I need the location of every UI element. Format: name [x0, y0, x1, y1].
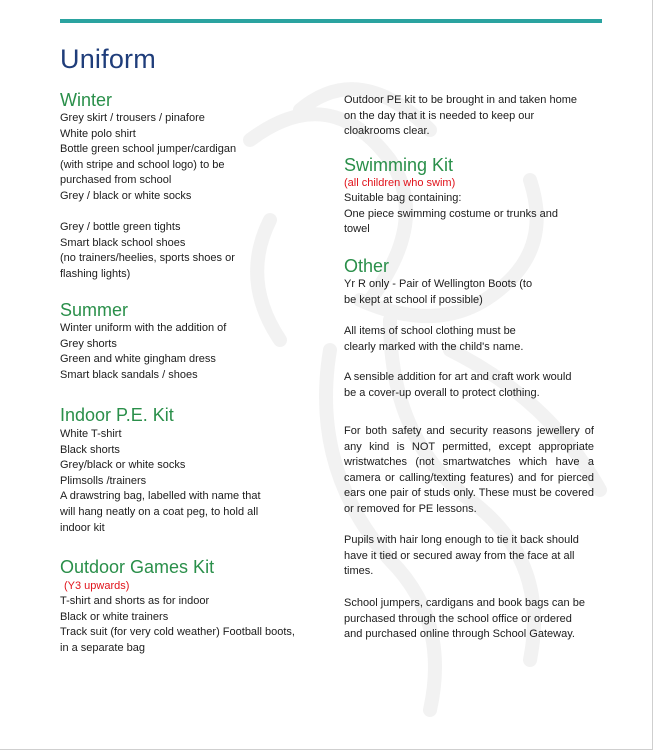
other-heading: Other	[344, 256, 390, 276]
list-item: clearly marked with the child's name.	[344, 340, 524, 353]
list-item: Black shorts	[60, 443, 120, 456]
winter-heading: Winter	[60, 90, 113, 110]
list-item: A sensible addition for art and craft work would	[344, 371, 572, 383]
list-item: Plimsolls /trainers	[60, 474, 147, 487]
winter-list-2	[60, 220, 235, 282]
summer-heading: Summer	[60, 300, 129, 320]
outdoor-games-heading: Outdoor Games Kit	[60, 557, 215, 577]
swimming-heading: Swimming Kit	[344, 155, 454, 175]
jewellery-paragraph: For both safety and security reasons jewellery of any kind is NOT permitted, except appropriate wristwatches (not smartwatches which have a camera or calling/texting features) and for pierced ears one pair of studs only. These must be covered or removed for PE lessons.	[344, 425, 594, 515]
summer-list	[60, 321, 226, 383]
list-item: All items of school clothing must be	[344, 325, 516, 337]
list-item: One piece swimming costume or trunks and	[344, 207, 558, 220]
list-item: Yr R only - Pair of Wellington Boots (to	[344, 278, 533, 290]
header-rule	[60, 19, 602, 23]
list-item: Grey / black or white socks	[60, 189, 192, 202]
list-item: Smart black school shoes	[60, 236, 186, 249]
winter-list	[60, 111, 236, 205]
other-list-3	[344, 370, 571, 401]
list-item: Smart black sandals / shoes	[60, 368, 198, 381]
indoor-pe-list	[60, 427, 261, 536]
swimming-note: (all children who swim)	[344, 177, 456, 189]
list-item: Suitable bag containing:	[344, 192, 462, 204]
hair-paragraph: Pupils with hair long enough to tie it back should have it tied or secured away from the face at all times.	[344, 534, 579, 578]
list-item: Grey skirt / trousers / pinafore	[60, 112, 205, 124]
other-list-1	[344, 277, 532, 308]
list-item: Track suit (for very cold weather) Football boots,	[60, 626, 295, 639]
list-item: flashing lights)	[60, 267, 131, 280]
list-item: Green and white gingham dress	[60, 353, 216, 366]
list-item: purchased from school	[60, 174, 172, 187]
list-item: be kept at school if possible)	[344, 293, 483, 306]
list-item: on the day that it is needed to keep our	[344, 109, 535, 122]
list-item: Grey/black or white socks	[60, 459, 186, 472]
list-item: Bottle green school jumper/cardigan	[60, 143, 237, 156]
outdoor-pe-note	[344, 93, 577, 140]
list-item: Outdoor PE kit to be brought in and taken home	[344, 94, 577, 106]
outdoor-games-note: (Y3 upwards)	[64, 580, 130, 592]
list-item: cloakrooms clear.	[344, 125, 430, 138]
list-item: in a separate bag	[60, 641, 146, 654]
list-item: be a cover-up overall to protect clothing.	[344, 386, 540, 399]
list-item: Winter uniform with the addition of	[60, 322, 227, 334]
list-item: Grey shorts	[60, 337, 117, 350]
list-item: towel	[344, 223, 370, 236]
list-item: A drawstring bag, labelled with name that	[60, 490, 261, 503]
list-item: indoor kit	[60, 521, 105, 534]
list-item: Black or white trainers	[60, 610, 169, 623]
outdoor-games-list	[60, 594, 295, 656]
purchase-paragraph: School jumpers, cardigans and book bags can be purchased through the school office or ordered and purchased online through School Gateway.	[344, 597, 585, 641]
list-item: T-shirt and shorts as for indoor	[60, 595, 210, 607]
list-item: White T-shirt	[60, 428, 122, 440]
indoor-pe-heading: Indoor P.E. Kit	[60, 405, 174, 425]
list-item: (no trainers/heelies, sports shoes or	[60, 252, 235, 265]
list-item: Grey / bottle green tights	[60, 221, 181, 233]
swimming-list	[344, 191, 558, 238]
list-item: (with stripe and school logo) to be	[60, 158, 225, 171]
page-title: Uniform	[60, 44, 156, 74]
list-item: White polo shirt	[60, 127, 136, 140]
list-item: will hang neatly on a coat peg, to hold all	[60, 505, 259, 518]
other-list-2	[344, 324, 523, 355]
